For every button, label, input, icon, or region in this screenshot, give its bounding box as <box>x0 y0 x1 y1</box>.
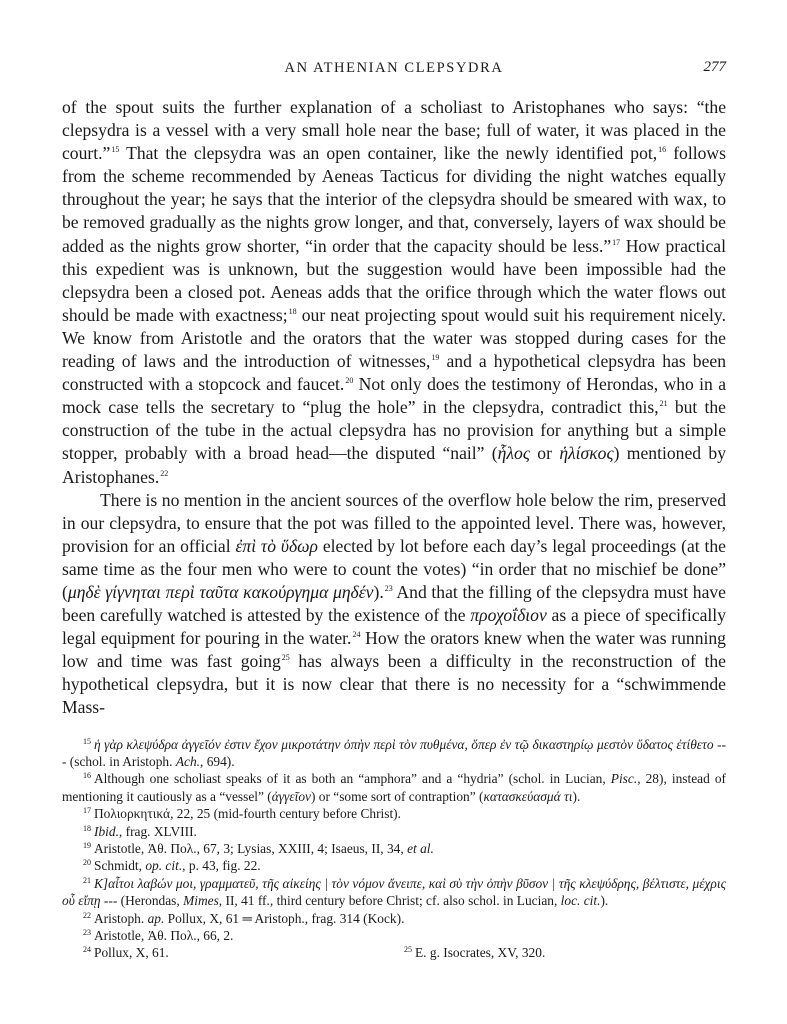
footnote-16 <box>62 770 726 805</box>
footnote-23 <box>62 927 726 944</box>
greek-title: Ἀθ. Πολ. <box>147 840 197 856</box>
paragraph-2 <box>62 489 726 720</box>
text-span: Schmidt, <box>94 858 146 874</box>
text-span: Aristoph. <box>94 910 148 926</box>
text-span: Ibid. <box>94 823 119 839</box>
page-number: 277 <box>703 59 726 75</box>
footnote-row <box>62 944 726 961</box>
text-span: has always been a difficulty in the reconstruction of the hypothetical clepsydra, but it is now clear that there is no necessity for a “schwimmende Mass- <box>62 651 726 718</box>
greek-term: ἧλος <box>497 443 530 464</box>
footnote-number: 18 <box>83 823 91 833</box>
footnote-15 <box>62 736 726 771</box>
footnote-number: 15 <box>83 736 91 746</box>
text-span: , 66, 2. <box>196 928 234 943</box>
text-span: , II, 41 ff., third century before Christ; cf. also schol. in Lucian, <box>218 893 561 909</box>
text-span: , p. 43, fig. 22. <box>182 858 261 874</box>
text-span: op. cit. <box>145 858 183 874</box>
greek-term: ἐπὶ τὸ ὕδωρ <box>235 535 318 556</box>
footnote-21 <box>62 875 726 910</box>
greek-title: Πολιορκητικά <box>94 806 171 822</box>
footnote-ref-24: 24 <box>352 630 361 640</box>
footnote-ref-21: 21 <box>659 399 668 409</box>
footnote-25 <box>404 944 545 961</box>
footnote-ref-25: 25 <box>281 653 290 663</box>
page <box>62 58 726 962</box>
footnote-18 <box>62 823 726 840</box>
text-span: Aristotle, <box>94 928 148 943</box>
greek-quote: ἡ γὰρ κλεψύδρα ἀγγεῖόν ἐστιν ἔχον μικροτάτην ὀπὴν περὶ τὸν πυθμένα, ὅπερ ἐν τῷ δικαστηρίῳ μεστὸν ὕδατος ἐτίθετο <box>94 736 714 752</box>
text-span: , 67, 3; Lysias, XXIII, 4; Isaeus, II, 34, <box>196 840 408 856</box>
text-span: and a hypothetical clepsydra has been constructed with a stopcock and faucet. <box>62 351 726 395</box>
footnote-17 <box>62 805 726 822</box>
footnote-ref-23: 23 <box>384 583 393 593</box>
text-span: And that the filling of the clepsydra must have been carefully watched is attested by the existence of the <box>62 581 726 626</box>
text-span: loc. cit. <box>560 893 601 909</box>
footnotes <box>62 736 726 962</box>
main-text <box>62 96 726 720</box>
text-span: elected by lot before each day’s legal proceedings (at the same time as the four men who were to count the votes) “in order that no mischief be done” ( <box>62 535 726 602</box>
text-span: --- (Herondas, <box>100 893 184 909</box>
text-span: Mimes <box>183 893 219 909</box>
footnote-ref-20: 20 <box>345 376 354 386</box>
footnote-number: 20 <box>83 858 91 868</box>
text-span: ). <box>373 581 384 602</box>
paragraph-1 <box>62 96 726 489</box>
text-span: , 694). <box>200 753 235 769</box>
footnote-number: 16 <box>83 771 91 781</box>
greek-quote: Κ]αἶτοι λαβών μοι, γραμματεῦ, τῆς αἰκείης | τὸν νόμον ἄνειπε, καὶ σὺ τὴν ὀπὴν βῦσον | τῆς κλεψύδρης, βέλτιστε, μέχρις οὗ εἴπῃ <box>62 875 726 909</box>
running-header <box>62 58 726 86</box>
text-span: but the construction of the tube in the actual clepsydra has no provision for anything but a simple stopper, probably with a broad head—the disputed “nail” ( <box>62 397 726 464</box>
greek-term: προχοΐδιον <box>470 605 547 626</box>
footnote-ref-17: 17 <box>612 237 621 247</box>
footnote-ref-22: 22 <box>160 468 169 478</box>
footnote-number: 21 <box>83 875 91 885</box>
text-span: E. g. Isocrates, XV, 320. <box>415 945 546 961</box>
text-span: Pollux, X, 61 ═ Aristoph., frag. 314 (Kock). <box>164 910 405 926</box>
text-span: , 28), instead of mentioning it cautiously as a “vessel” ( <box>62 771 726 804</box>
footnote-ref-16: 16 <box>658 145 667 155</box>
text-span: ). <box>572 788 581 804</box>
running-title: AN ATHENIAN CLEPSYDRA <box>284 60 504 76</box>
text-span: Not only does the testimony of Herondas, who in a mock case tells the secretary to “plug the hole” in the clepsydra, contradict this, <box>62 374 726 418</box>
text-span: , frag. XLVIII. <box>118 823 197 839</box>
greek-term: ἀγγεῖον <box>271 788 311 804</box>
text-span: as a piece of specifically legal equipment for pouring in the water. <box>62 605 726 649</box>
footnote-number: 19 <box>83 840 91 850</box>
text-span: ). <box>600 893 609 909</box>
text-span: Ach. <box>175 753 200 769</box>
footnote-20 <box>62 857 726 874</box>
greek-title: Ἀθ. Πολ. <box>147 928 197 943</box>
text-span: That the clepsydra was an open container, like the newly identified pot, <box>119 143 658 164</box>
footnote-ref-19: 19 <box>431 353 440 363</box>
text-span: There is no mention in the ancient sources of the overflow hole below the rim, preserved in our clepsydra, to ensure that the pot was filled to the appointed level. There was, however, provision for an official <box>62 489 726 556</box>
text-span: Pisc. <box>610 771 638 787</box>
text-span: --- (schol. in Aristoph. <box>62 736 726 769</box>
footnote-number: 23 <box>83 928 91 937</box>
text-span: How the orators knew when the water was running low and time was fast going <box>62 628 726 672</box>
text-span: follows from the scheme recommended by Aeneas Tacticus for dividing the night watches equally throughout the year; he says that the interior of the clepsydra should be smeared with wax, to be removed gradually as the nights grow longer, and that, conversely, layers of wax should be added as the nights grow shorter, “in order that the capacity should be less.” <box>62 143 726 256</box>
footnote-ref-15: 15 <box>111 145 120 155</box>
text-span: or <box>529 443 560 464</box>
text-span: Although one scholiast speaks of it as both an “amphora” and a “hydria” (schol. in Lucian, <box>94 771 611 787</box>
greek-quote: μηδὲ γίγνηται περὶ ταῦτα κακούργημα μηδέν <box>67 581 374 602</box>
text-span: ap. <box>147 910 165 926</box>
text-span: , 22, 25 (mid-fourth century before Christ). <box>170 806 401 822</box>
footnote-number: 25 <box>404 945 412 955</box>
footnote-number: 24 <box>83 945 91 955</box>
text-span: ) or “some sort of contraption” ( <box>310 788 484 804</box>
text-span: of the spout suits the further explanation of a scholiast to Aristophanes who says: “the clepsydra is a vessel with a very small hole near the base; full of water, it was placed in the court.” <box>62 97 726 164</box>
footnote-ref-18: 18 <box>288 306 297 316</box>
footnote-number: 22 <box>83 910 91 920</box>
text-span: ) mentioned by Aristophanes. <box>62 443 727 487</box>
greek-term: ἡλίσκος <box>559 443 614 464</box>
footnote-24 <box>83 944 404 961</box>
text-span: our neat projecting spout would suit his requirement nicely. We know from Aristotle and the orators that the water was stopped during cases for the reading of laws and the introduction of witnesses, <box>62 304 726 372</box>
footnote-number: 17 <box>83 806 91 816</box>
text-span: et al. <box>407 840 434 856</box>
greek-term: κατασκεύασμά τι <box>483 788 573 804</box>
text-span: How practical this expedient was is unknown, but the suggestion would have been impossible had the clepsydra been a closed pot. Aeneas adds that the orifice through which the water flows out should be made with exactness; <box>62 235 727 325</box>
footnote-19 <box>62 840 726 857</box>
text-span: Aristotle, <box>94 840 148 856</box>
text-span: Pollux, X, 61. <box>94 945 169 961</box>
footnote-22 <box>62 910 726 927</box>
